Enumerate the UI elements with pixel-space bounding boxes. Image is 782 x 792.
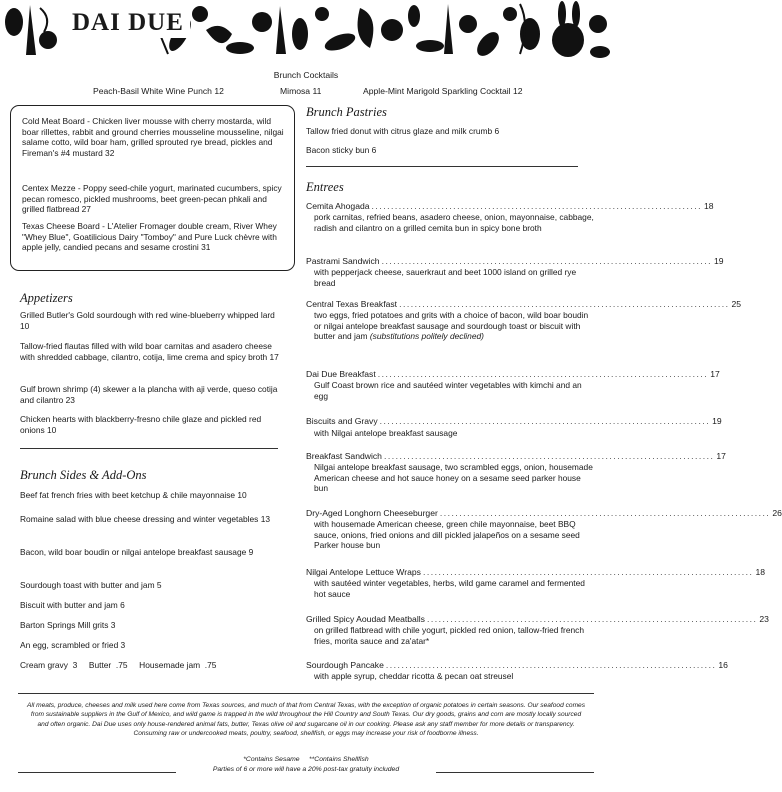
entree-price: 17 xyxy=(710,369,720,379)
side-item: Cream gravy 3 Butter .75 Housemade jam .75 xyxy=(20,660,217,670)
entree-description: Gulf Coast brown rice and sautéed winter vegetables with kimchi and an egg xyxy=(314,380,582,401)
cocktail-item: Mimosa 11 xyxy=(280,86,322,96)
restaurant-logo-title: DAI DUE xyxy=(66,8,190,38)
entree-item: Grilled Spicy Aoudad Meatballs ..................................................................................... 23 xyxy=(306,614,769,624)
cocktail-item: Peach-Basil White Wine Punch 12 xyxy=(93,86,224,96)
entree-description: on grilled flatbread with chile yogurt, pickled red onion, tallow-fried french fries, morita sauce and za'atar* xyxy=(314,625,585,646)
header-banner xyxy=(0,0,612,62)
entree-price: 26 xyxy=(772,508,782,518)
side-item: Bacon, wild boar boudin or nilgai antelope breakfast sausage 9 xyxy=(20,547,254,557)
entrees-heading: Entrees xyxy=(306,180,344,194)
appetizer-item: Grilled Butler's Gold sourdough with red wine-blueberry whipped lard 10 xyxy=(20,310,275,331)
entree-item: Biscuits and Gravy ..................................................................................... 19 xyxy=(306,416,722,426)
board-item: Cold Meat Board - Chicken liver mousse with cherry mostarda, wild boar rillettes, rabbit and ground cherries mousseline mousseline, nilgai salame cotto, wild boar ham, grilled sprouted rye bread, pickles and Fireman's #4 mustard 32 xyxy=(22,116,284,158)
entree-name: Cemita Ahogada xyxy=(306,201,370,211)
allergen-legend: *Contains Sesame **Contains Shellfish xyxy=(243,756,369,763)
side-item: Sourdough toast with butter and jam 5 xyxy=(20,580,162,590)
entree-item: Dry-Aged Longhorn Cheeseburger ..................................................................................... 26 xyxy=(306,508,782,518)
footer-divider xyxy=(18,693,594,694)
entree-description: with housemade American cheese, green chile mayonnaise, beet BBQ sauce, onions, fried onions and dill pickled jalapeños on a sesame seed Parker house bun xyxy=(314,519,580,551)
entree-item: Cemita Ahogada ..................................................................................... 18 xyxy=(306,201,714,211)
entree-price: 16 xyxy=(718,660,728,670)
entree-description: with sautéed winter vegetables, herbs, wild game caramel and fermented hot sauce xyxy=(314,578,585,599)
pastries-heading: Brunch Pastries xyxy=(306,105,387,119)
board-item: Texas Cheese Board - L'Atelier Fromager double cream, River Whey "Whey Blue", Goatilicious Dairy "Tomboy" and Pure Luck chèvre with apple jelly, candied pecans and sesame crostini 31 xyxy=(22,221,277,253)
pastry-item: Tallow fried donut with citrus glaze and milk crumb 6 xyxy=(306,126,500,136)
entree-description: two eggs, fried potatoes and grits with a choice of bacon, wild boar boudin or nilgai antelope breakfast sausage and sourdough toast or biscuit with butter and jam (substitutions politely declined) xyxy=(314,310,589,342)
entree-name: Breakfast Sandwich xyxy=(306,451,382,461)
entree-price: 18 xyxy=(704,201,714,211)
entree-price: 17 xyxy=(716,451,726,461)
side-item: Beef fat french fries with beet ketchup & chile mayonnaise 10 xyxy=(20,490,247,500)
sides-heading: Brunch Sides & Add-Ons xyxy=(20,468,147,482)
section-divider xyxy=(306,166,578,167)
entree-price: 19 xyxy=(714,256,724,266)
side-item: An egg, scrambled or fried 3 xyxy=(20,640,126,650)
entree-item: Nilgai Antelope Lettuce Wraps ..................................................................................... 18 xyxy=(306,567,765,577)
entree-price: 25 xyxy=(731,299,742,309)
sourcing-note: All meats, produce, cheeses and milk used here come from Texas sources, and much of that from Central Texas, with the exception of organic potatoes in certain seasons. Our seafood comes from sustainable suppliers in the Gulf of Mexico, and wild game is trapped in the wild throughout the Hill Country and South Texas. Our dry goods, grains and corn are mostly locally sourced and often organic. Dai Due uses only house-rendered animal fats, butter, Texas olive oil and sugarcane oil in our cooking. Please ask any staff member for more details or transparency. Consuming raw or undercooked meats, poultry, seafood, shellfish, or eggs may increase your risk of foodborne illness. xyxy=(26,702,586,738)
entree-description: pork carnitas, refried beans, asadero cheese, onion, mayonnaise, cabbage, radish and cilantro on a grilled cemita bun in spicy bone broth xyxy=(314,212,594,233)
entree-price: 19 xyxy=(712,416,722,426)
entree-description: with apple syrup, cheddar ricotta & pecan oat streusel xyxy=(314,671,514,681)
side-item: Romaine salad with blue cheese dressing and winter vegetables 13 xyxy=(20,514,271,524)
entree-name: Dai Due Breakfast xyxy=(306,369,376,379)
board-item: Centex Mezze - Poppy seed-chile yogurt, marinated cucumbers, spicy pecan romesco, pickled mushrooms, beet green-pecan phkali and grilled flatbread 27 xyxy=(22,183,282,215)
entree-description: with Nilgai antelope breakfast sausage xyxy=(314,428,458,438)
entree-name: Central Texas Breakfast xyxy=(306,299,398,309)
entree-name: Biscuits and Gravy xyxy=(306,416,378,426)
entree-description: Nilgai antelope breakfast sausage, two scrambled eggs, onion, housemade American cheese and hot sauce honey on a sesame seed parker house bun xyxy=(314,462,593,494)
appetizers-heading: Appetizers xyxy=(20,291,73,305)
entree-description: with pepperjack cheese, sauerkraut and beet 1000 island on grilled rye bread xyxy=(314,267,577,288)
gratuity-note: Parties of 6 or more will have a 20% post-tax gratuity included xyxy=(176,766,436,773)
appetizer-item: Tallow-fried flautas filled with wild boar carnitas and asadero cheese with shredded cabbage, cilantro, cotija, lime crema and spicy broth 17 xyxy=(20,341,279,362)
entree-name: Pastrami Sandwich xyxy=(306,256,380,266)
appetizer-item: Chicken hearts with blackberry-fresno chile glaze and pickled red onions 10 xyxy=(20,414,262,435)
pastry-item: Bacon sticky bun 6 xyxy=(306,145,377,155)
appetizer-item: Gulf brown shrimp (4) skewer a la plancha with aji verde, queso cotija and cilantro 23 xyxy=(20,384,278,405)
substitution-note: (substitutions politely declined) xyxy=(369,331,484,342)
entree-price: 18 xyxy=(755,567,765,577)
entree-name: Dry-Aged Longhorn Cheeseburger xyxy=(306,508,438,518)
entree-price: 23 xyxy=(759,614,769,624)
side-item: Biscuit with butter and jam 6 xyxy=(20,600,125,610)
side-item: Barton Springs Mill grits 3 xyxy=(20,620,116,630)
entree-item: Dai Due Breakfast ..................................................................................... 17 xyxy=(306,369,720,379)
entree-name: Grilled Spicy Aoudad Meatballs xyxy=(306,614,425,624)
cocktails-title: Brunch Cocktails xyxy=(273,70,339,80)
entree-name: Nilgai Antelope Lettuce Wraps xyxy=(306,567,421,577)
food-safety-warning: Consuming raw or undercooked meats, poultry, seafood, shellfish, or eggs may increase your risk of foodborne illness. xyxy=(133,730,479,738)
entree-item: Sourdough Pancake ..................................................................................... 16 xyxy=(306,660,728,670)
entree-name: Sourdough Pancake xyxy=(306,660,384,670)
entree-item: Central Texas Breakfast ..................................................................................... 25 xyxy=(306,299,742,309)
entree-item: Breakfast Sandwich ..................................................................................... 17 xyxy=(306,451,726,461)
section-divider xyxy=(20,448,278,449)
entree-item: Pastrami Sandwich ..................................................................................... 19 xyxy=(306,256,724,266)
cocktail-item: Apple-Mint Marigold Sparkling Cocktail 12 xyxy=(363,86,523,96)
